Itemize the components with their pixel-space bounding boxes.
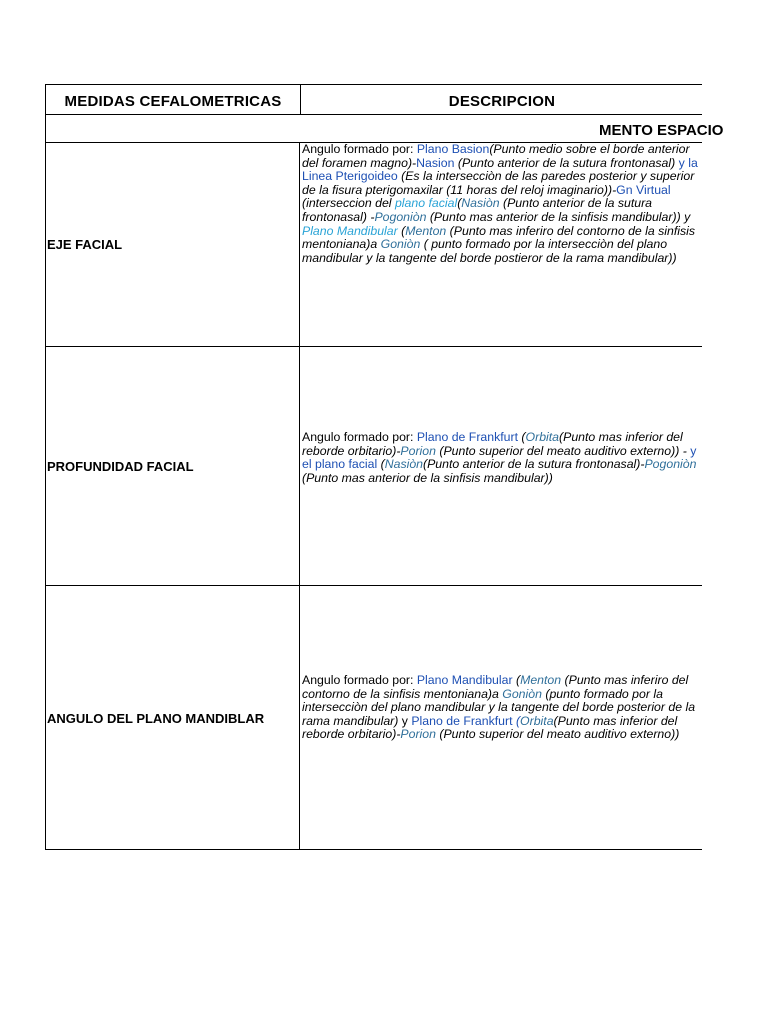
description-segment: ( (512, 713, 521, 728)
description-segment: Plano de Frankfurt (411, 713, 513, 728)
description-segment: (Punto mas inferiro del contorno de la sinfisis mentoniana)a (302, 673, 689, 701)
description-segment: Plano Mandibular (416, 673, 513, 687)
description-segment: Plano Basion (416, 142, 490, 156)
description-segment: Porion (400, 727, 436, 742)
description-segment: (punto formado por la intersecciòn del plano mandibular y la tangente del borde posterior de la rama mandibular) (302, 686, 696, 728)
description-segment: Menton (405, 223, 447, 238)
description-segment: Pogoniòn (644, 457, 697, 472)
table-row (46, 143, 702, 347)
measure-description (302, 674, 702, 742)
description-segment: ( (512, 673, 521, 687)
description-segment: Angulo formado por: (302, 673, 417, 687)
measure-description (302, 431, 702, 485)
description-segment: (Punto mas inferiro del contorno de la sinfisis mentoniana)a (302, 223, 696, 252)
measure-description (302, 143, 702, 265)
description-segment: Plano Mandibular (302, 223, 398, 238)
header-description: DESCRIPCION (448, 93, 556, 110)
description-segment: (Punto anterior de la sutura frontonasal)- (423, 457, 645, 472)
description-segment: plano facial (394, 196, 458, 211)
description-segment: Plano de Frankfurt (416, 430, 519, 444)
description-segment: (Punto mas anterior de la sinfisis mandibular)) y (426, 209, 691, 224)
cephalometric-table (45, 84, 724, 850)
description-segment: (Punto medio sobre el borde anterior del foramen magno)- (302, 142, 690, 170)
description-segment: y el plano facial (302, 443, 697, 472)
description-segment: Nasion (416, 155, 455, 170)
section-title: MENTO ESPACIO (599, 122, 724, 139)
table-header (46, 85, 702, 115)
measure-name: ANGULO DEL PLANO MANDIBLAR (46, 586, 300, 850)
description-segment: Porion (400, 443, 436, 458)
section-row (46, 115, 724, 143)
description-segment: (Punto anterior de la sutura frontonasal) (454, 155, 679, 170)
description-segment: Pogoniòn (374, 209, 427, 224)
description-segment: (Punto anterior de la sutura frontonasal) - (302, 196, 653, 224)
description-segment: Nasiòn (461, 196, 500, 211)
description-segment: (Punto mas inferior del reborde orbitario)- (302, 430, 683, 458)
table-row (46, 347, 702, 586)
description-segment: Menton (520, 673, 562, 687)
description-segment: Goniòn (502, 686, 542, 701)
table-row (46, 586, 702, 850)
description-segment: ( (518, 430, 526, 444)
description-segment: Gn Virtual (616, 182, 671, 197)
description-segment: ( (397, 223, 406, 238)
description-segment: Nasiòn (384, 457, 423, 472)
description-segment: Orbita (525, 430, 560, 444)
description-segment: ( (457, 196, 462, 211)
description-segment: Orbita (520, 713, 554, 728)
description-segment: Angulo formado por: (302, 430, 417, 444)
measure-name: EJE FACIAL (46, 143, 300, 346)
description-segment: Goniòn (380, 237, 421, 252)
description-segment: Angulo formado por: (302, 142, 417, 156)
description-segment: (Es la intersecciòn de las paredes posterior y superior de la fisura pterigomaxilar (11 horas del reloj imaginario))- (302, 169, 695, 197)
description-segment: ( punto formado por la intersecciòn del plano mandibular y la tangente del borde postieror de la rama mandibular)) (302, 237, 677, 265)
description-segment: y la Linea Pterigoideo (302, 155, 698, 184)
description-segment: ( (377, 457, 385, 472)
description-segment: (Punto superior del meato auditivo externo)) - (435, 443, 691, 458)
description-segment: (Punto mas anterior de la sinfisis mandibular)) (302, 470, 553, 485)
header-measures: MEDIDAS CEFALOMETRICAS (46, 85, 301, 115)
description-segment: (interseccion del (302, 196, 395, 211)
description-segment: (Punto superior del meato auditivo externo)) (435, 727, 680, 742)
measure-name: PROFUNDIDAD FACIAL (46, 347, 300, 585)
description-segment: (Punto mas inferior del reborde orbitario)- (302, 713, 678, 742)
description-segment: y (401, 713, 412, 728)
